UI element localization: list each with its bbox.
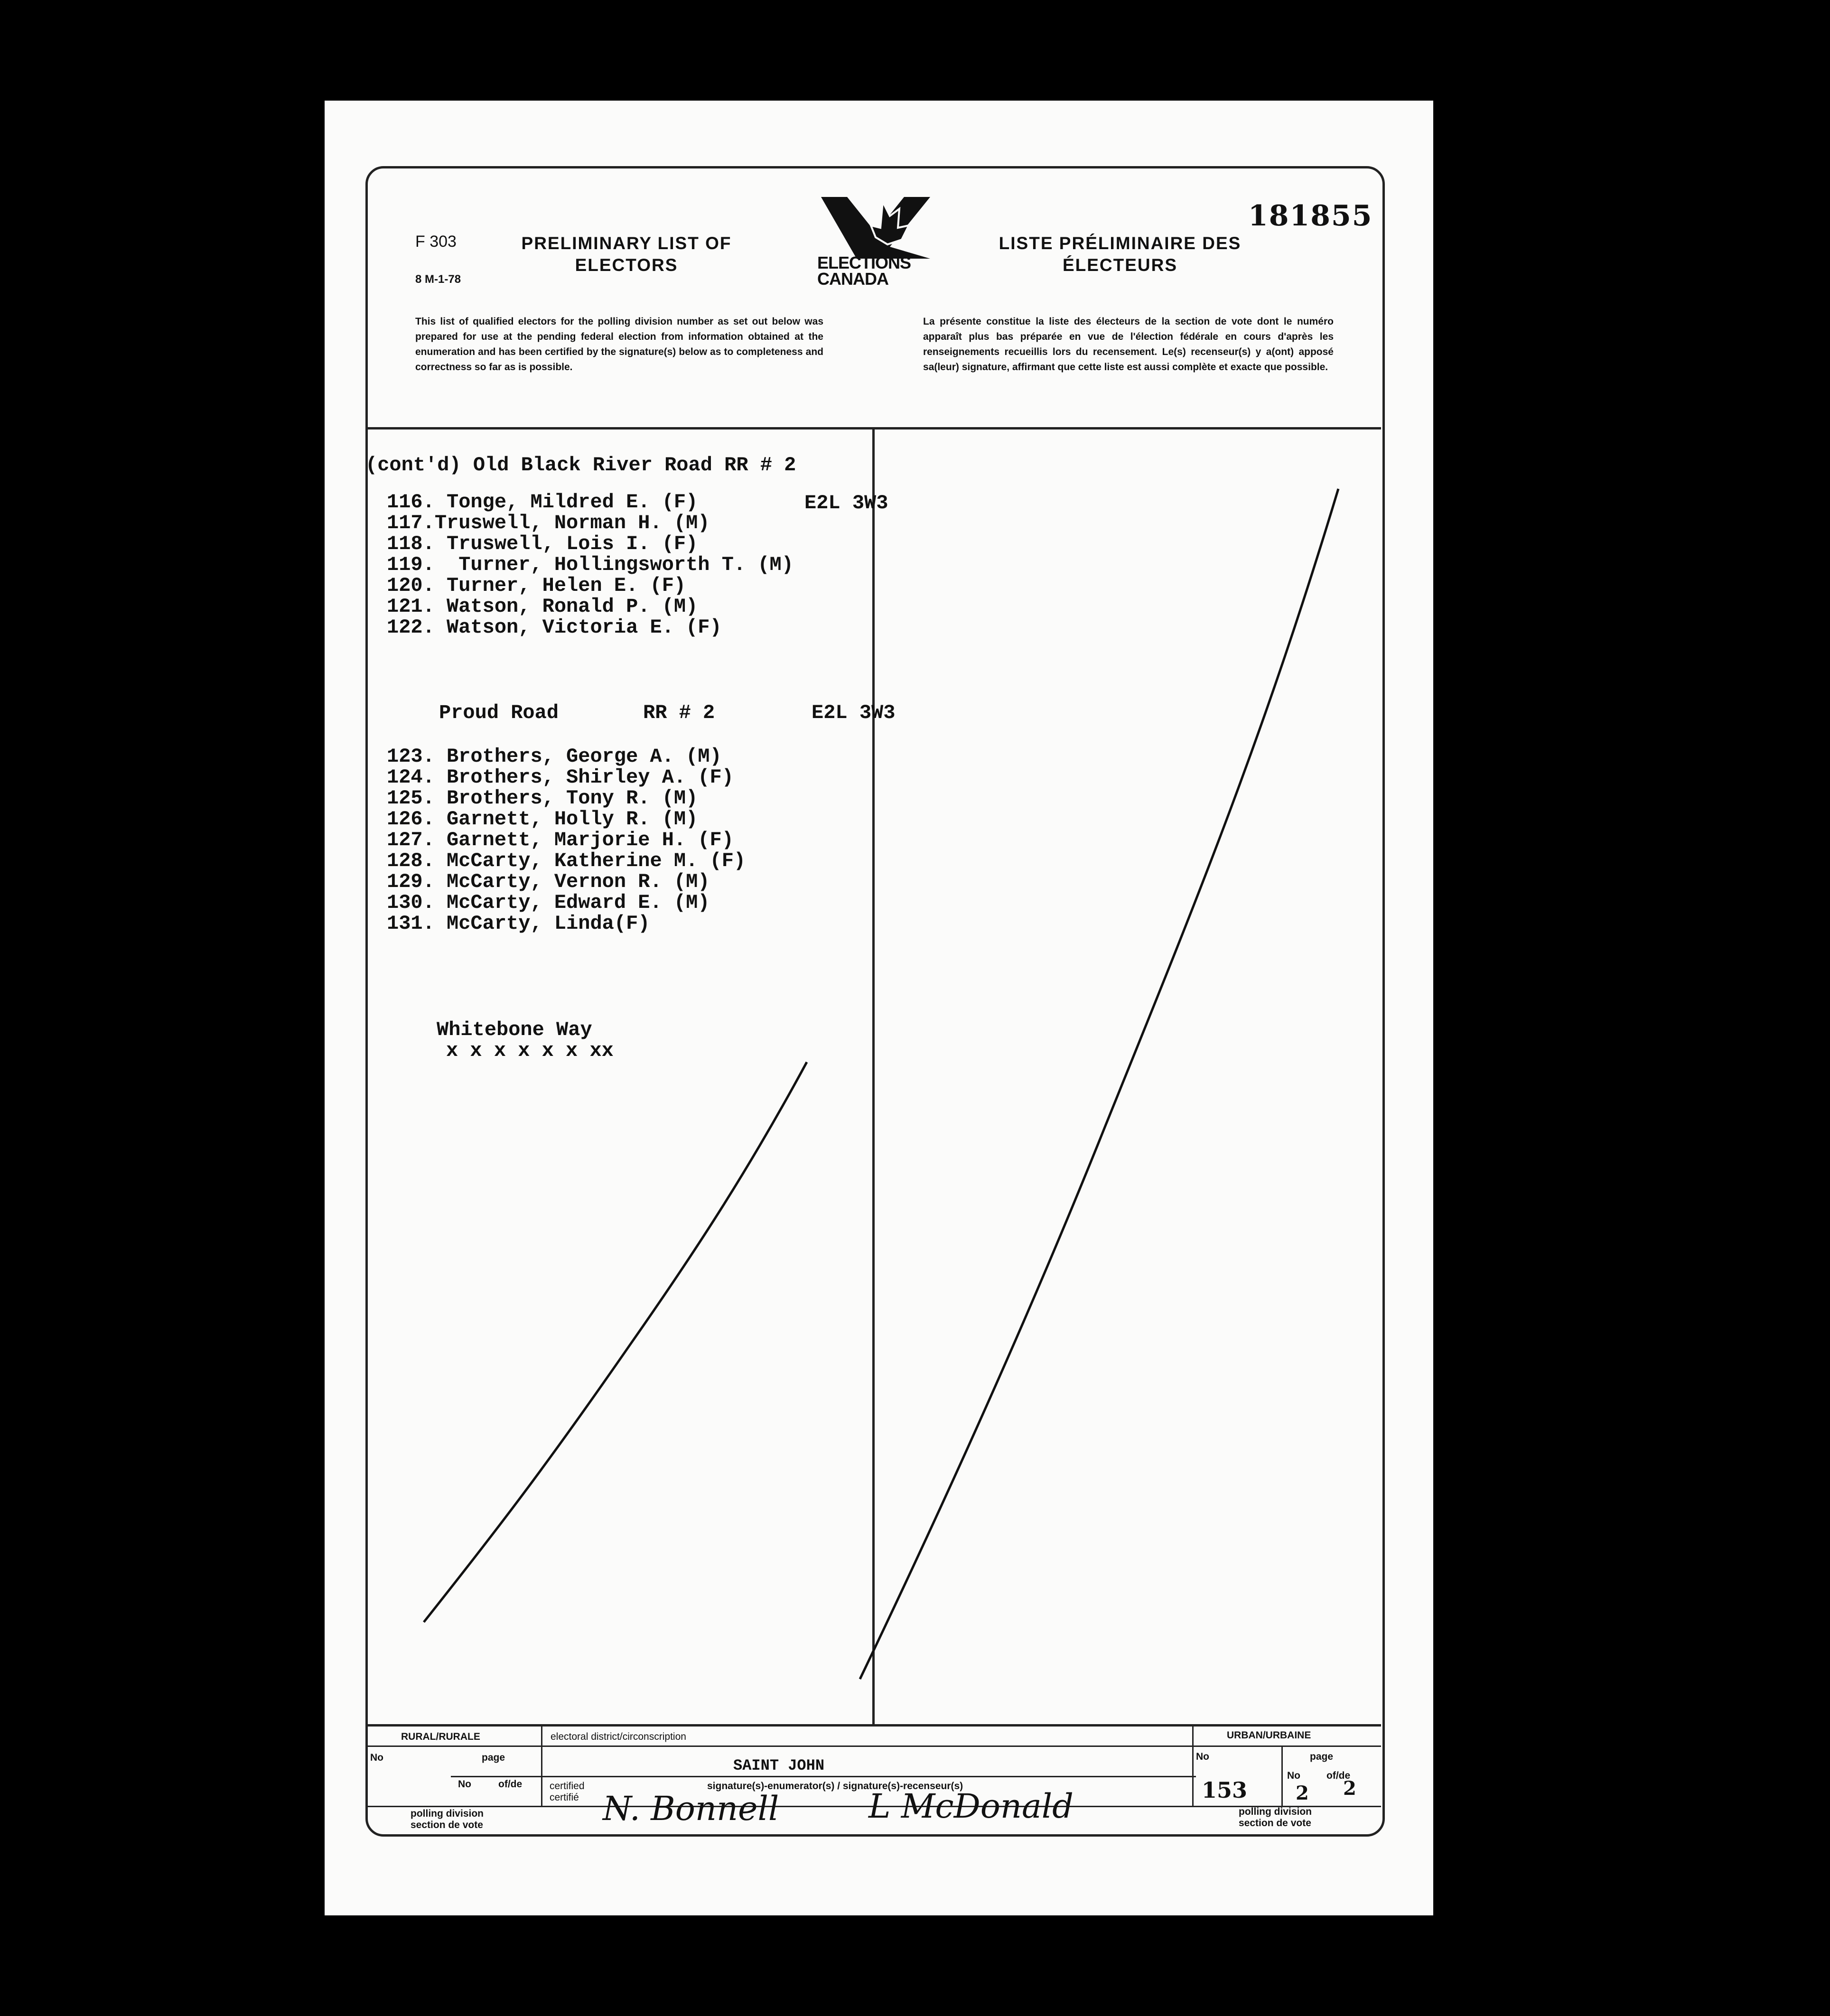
- section-heading-whitebone-way: Whitebone Way: [437, 1018, 592, 1041]
- page-number: 2: [1296, 1782, 1309, 1804]
- elector-entry: 121. Watson, Ronald P. (M): [387, 595, 698, 618]
- elector-entry: 118. Truswell, Lois I. (F): [387, 532, 698, 555]
- polling-division-label-urban: [1239, 1806, 1312, 1829]
- postal-code-old-black-river-road: E2L 3W3: [804, 492, 888, 514]
- enumerator-signature-1: N. Bonnell: [603, 1789, 779, 1828]
- electoral-district-label: electoral district/circonscription: [551, 1731, 686, 1742]
- polling-division-label-urban-fr: section de vote: [1239, 1818, 1311, 1829]
- serial-number: 181855: [1248, 199, 1373, 233]
- page-total: 2: [1343, 1777, 1356, 1800]
- cancel-stroke-right: [860, 489, 1338, 1679]
- certified-label: [550, 1781, 585, 1803]
- rural-page-of-label: of/de: [498, 1779, 523, 1790]
- form-revision: 8 M-1-78: [415, 273, 461, 286]
- elector-entry: 123. Brothers, George A. (M): [387, 745, 722, 768]
- intro-french: La présente constitue la liste des électeurs de la section de vote dont le numéro apparaît plus bas préparée en vue de l'élection fédérale en cours d'après les renseignements recueillis lors du recensement. Le(s) recenseur(s) y a(ont) apposé sa(leur) signature, affirmant que cette liste est aussi complète et exacte que possible.: [923, 316, 1334, 373]
- rural-label: RURAL/RURALE: [401, 1731, 480, 1742]
- polling-division-label-rural-en: polling division: [411, 1808, 484, 1819]
- certified-label-en: certified: [550, 1781, 585, 1792]
- certified-label-fr: certifié: [550, 1792, 579, 1803]
- logo-text-canada: CANADA: [817, 269, 888, 289]
- footer-top-line: [366, 1724, 1381, 1727]
- elector-entry: 130. McCarty, Edward E. (M): [387, 891, 710, 914]
- section-heading-old-black-river-road: (cont'd) Old Black River Road RR # 2: [365, 454, 796, 476]
- elector-entry: 125. Brothers, Tony R. (M): [387, 787, 698, 810]
- footer-divider-left: [541, 1724, 542, 1807]
- elector-entry: 128. McCarty, Katherine M. (F): [387, 849, 746, 872]
- elector-entry: 122. Watson, Victoria E. (F): [387, 616, 722, 639]
- footer-divider-page: [1281, 1745, 1283, 1807]
- intro-english: This list of qualified electors for the polling division number as set out below was prepared for use at the pending federal election from information obtained at the enumeration and has been certified by the signature(s) below as to completeness and correctness so far as is possible.: [415, 316, 823, 373]
- elector-entry: 126. Garnett, Holly R. (M): [387, 808, 698, 831]
- elector-entry: 124. Brothers, Shirley A. (F): [387, 766, 734, 789]
- footer-row-line-2: [451, 1776, 1196, 1777]
- urban-no-label: No: [1196, 1751, 1209, 1762]
- electoral-district-value: SAINT JOHN: [733, 1757, 825, 1774]
- polling-division-label-rural-fr: section de vote: [411, 1820, 483, 1830]
- signature-label: signature(s)-enumerator(s) / signature(s)-recenseur(s): [707, 1781, 963, 1792]
- elector-entry: 119. Turner, Hollingsworth T. (M): [387, 553, 794, 576]
- elector-entry: 127. Garnett, Marjorie H. (F): [387, 829, 734, 851]
- title-french-line-2: ÉLECTEURS: [1062, 255, 1178, 275]
- footer-divider-right: [1192, 1724, 1194, 1807]
- elector-entry: 129. McCarty, Vernon R. (M): [387, 870, 710, 893]
- postal-code-proud-road: E2L 3W3: [812, 701, 896, 724]
- elector-entry: 120. Turner, Helen E. (F): [387, 574, 686, 597]
- elector-entry: 117.Truswell, Norman H. (M): [387, 512, 710, 534]
- section-heading-proud-road: Proud Road: [439, 701, 559, 724]
- form-number: F 303: [415, 233, 457, 251]
- rural-route-proud-road: RR # 2: [643, 701, 715, 724]
- elector-entry: 116. Tonge, Mildred E. (F): [387, 491, 698, 513]
- urban-label: URBAN/URBAINE: [1227, 1730, 1311, 1741]
- urban-page-label: page: [1310, 1751, 1334, 1762]
- title-french-line-1: LISTE PRÉLIMINAIRE DES: [999, 233, 1242, 253]
- polling-division-label-rural: [411, 1808, 484, 1831]
- rural-page-label: page: [482, 1752, 505, 1763]
- polling-division-label-urban-en: polling division: [1239, 1806, 1312, 1817]
- logo-text-elections: ELECTIONS: [817, 253, 911, 272]
- title-english-line-2: ELECTORS: [575, 255, 678, 275]
- elector-entry: 131. McCarty, Linda(F): [387, 912, 650, 935]
- whitebone-way-placeholder: x x x x x x xx: [446, 1039, 614, 1062]
- urban-page-no-label: No: [1287, 1770, 1300, 1781]
- urban-page-of-label: of/de: [1326, 1770, 1351, 1781]
- enumerator-signature-2: L McDonald: [868, 1787, 1074, 1826]
- cancel-stroke-left: [424, 1062, 807, 1622]
- polling-division-number: 153: [1202, 1777, 1248, 1803]
- rural-page-no-label: No: [458, 1779, 471, 1790]
- footer-row-line-1: [366, 1745, 1381, 1747]
- rural-no-label: No: [370, 1752, 383, 1763]
- title-english-line-1: PRELIMINARY LIST OF: [521, 233, 732, 253]
